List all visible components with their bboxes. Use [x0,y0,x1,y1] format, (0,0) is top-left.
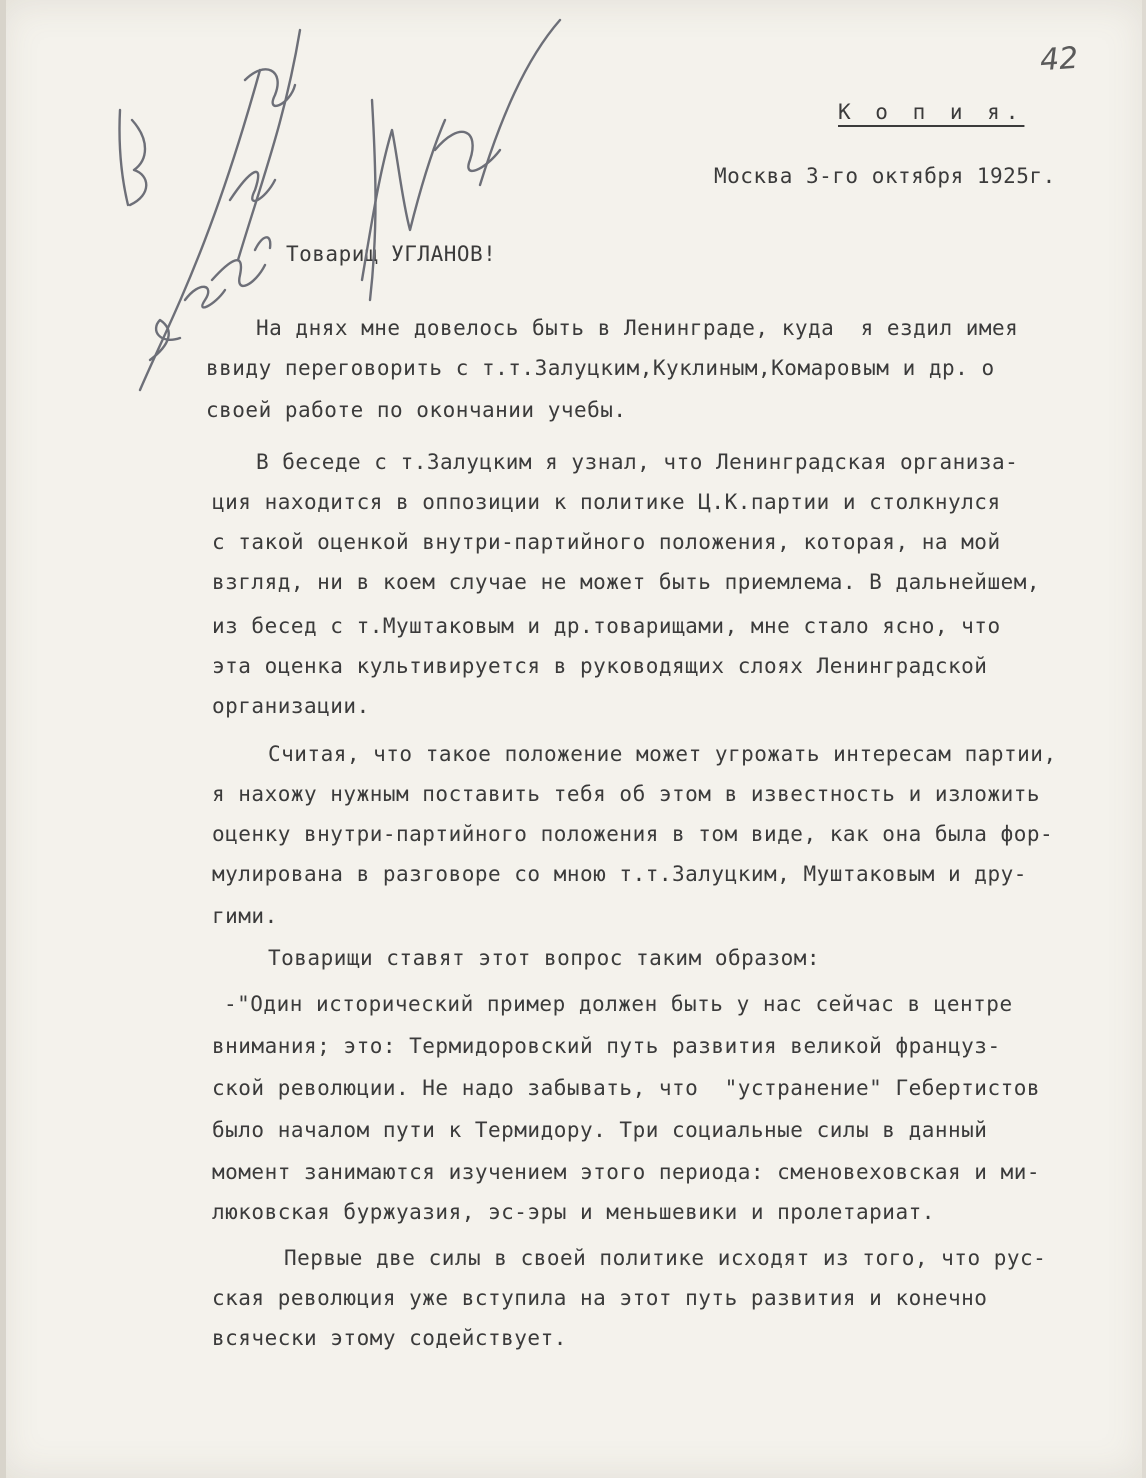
handwritten-stroke [370,100,376,300]
body-line: из бесед с т.Муштаковым и др.товарищами, мне стало ясно, что [212,614,1001,638]
handwritten-stroke [238,30,300,260]
body-line: ввиду переговорить с т.т.Залуцким,Куклиным,Комаровым и др. о [206,356,995,380]
handwritten-stroke [212,260,265,286]
body-line: Считая, что такое положение может угрожать интересам партии, [268,742,1057,766]
handwritten-stroke [255,237,270,250]
body-line: своей работе по окончании учебы. [206,398,627,422]
body-line: ция находится в оппозиции к политике Ц.К.партии и столкнулся [212,490,1001,514]
body-line: ская революция уже вступила на этот путь развития и конечно [212,1286,988,1310]
place-date: Москва 3-го октября 1925г. [714,164,1056,188]
body-line: с такой оценкой внутри-партийного положения, которая, на мой [212,530,1001,554]
body-line: всячески этому содействует. [212,1326,567,1350]
handwritten-stroke [150,320,180,360]
copy-heading: К о п и я. [838,100,1025,124]
body-line: ской революции. Не надо забывать, что "устранение" Гебертистов [212,1076,1041,1100]
body-line: На днях мне довелось быть в Ленинграде, куда я ездил имея [256,316,1019,340]
body-line: внимания; это: Термидоровский путь развития великой француз- [212,1034,1001,1058]
body-line: эта оценка культивируется в руководящих слоях Ленинградской [212,654,988,678]
body-line: было началом пути к Термидору. Три социальные силы в данный [212,1118,988,1142]
body-line: Товарищи ставят этот вопрос таким образом: [268,946,821,970]
body-line: мулирована в разговоре со мною т.т.Залуцким, Муштаковым и дру- [212,862,1027,886]
body-line: организации. [212,694,370,718]
body-line: люковская буржуазия, эс-эры и меньшевики и пролетариат. [212,1200,935,1224]
handwritten-stroke [119,110,128,205]
handwritten-stroke [185,287,225,308]
salutation: Товарищ УГЛАНОВ! [286,242,497,266]
body-line: я нахожу нужным поставить тебя об этом в известность и изложить [212,782,1041,806]
body-line: гими. [212,904,278,928]
body-line: Первые две силы в своей политике исходят из того, что рус- [284,1246,1047,1270]
body-line: -"Один исторический пример должен быть у нас сейчас в центре [224,992,1013,1016]
body-line: В беседе с т.Залуцким я узнал, что Ленинградская организа- [256,450,1019,474]
body-line: оценку внутри-партийного положения в том виде, как она была фор- [212,822,1054,846]
body-line: момент занимаются изучением этого периода: сменовеховская и ми- [212,1160,1041,1184]
page-number: 42 [1038,40,1080,79]
handwritten-stroke [140,70,260,390]
handwritten-stroke [230,172,275,201]
body-line: взгляд, ни в коем случае не может быть приемлема. В дальнейшем, [212,570,1041,594]
handwritten-stroke [130,120,146,205]
